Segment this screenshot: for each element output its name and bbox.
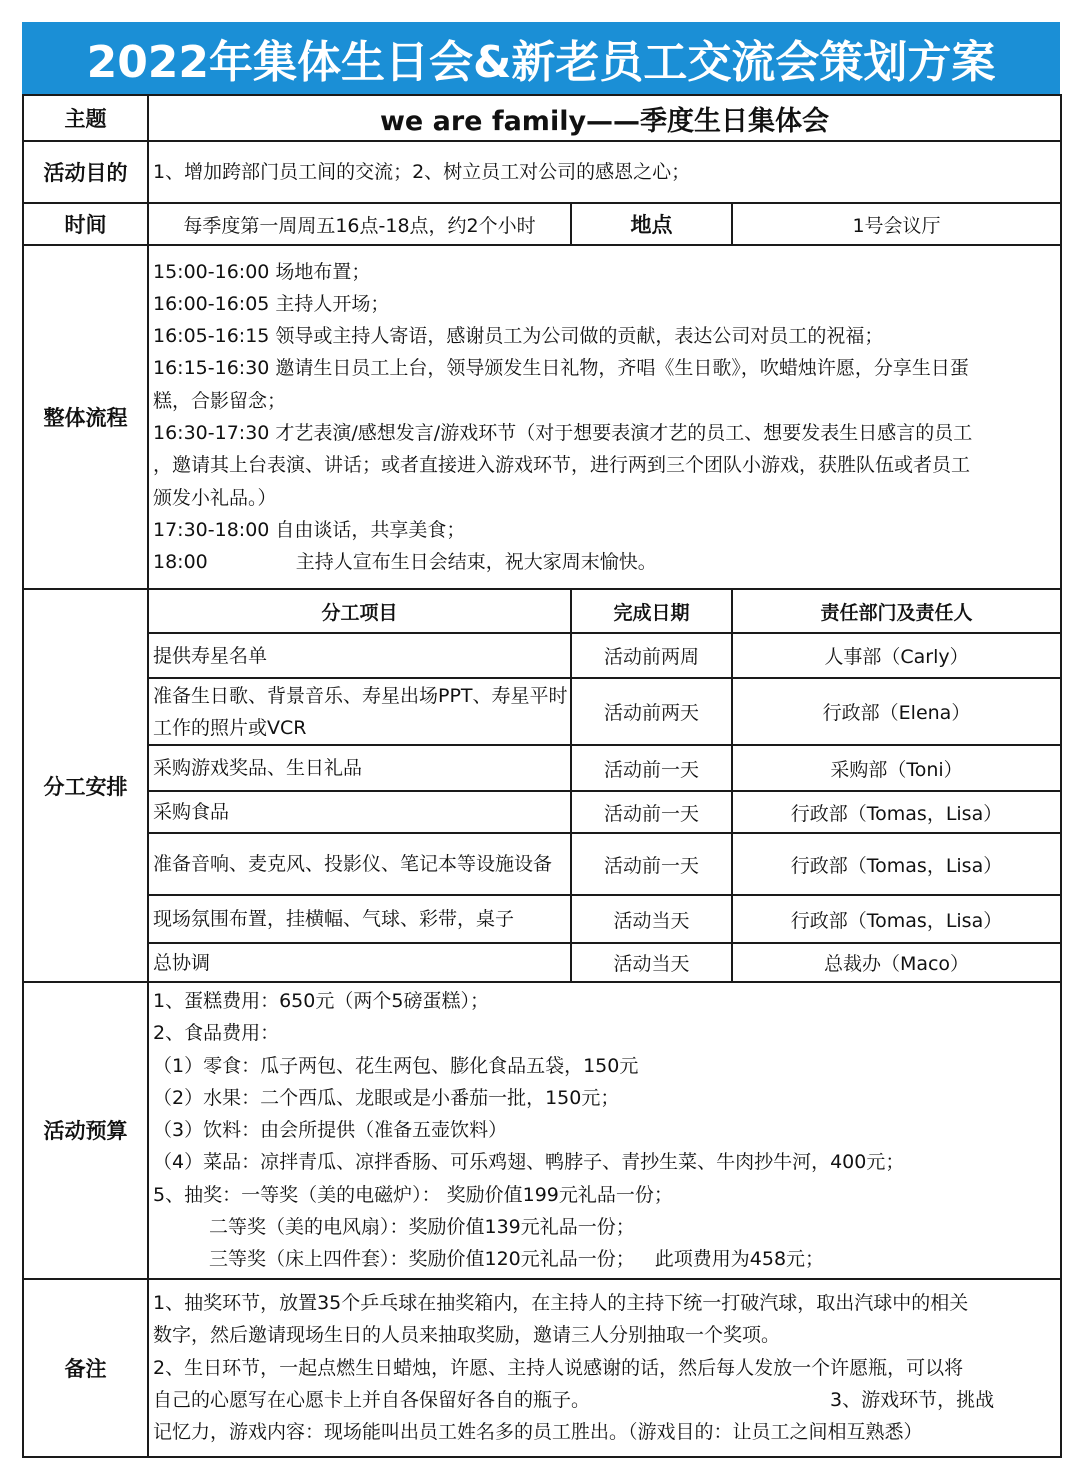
table-row — [23, 633, 1061, 678]
division-item: 准备音响、麦克风、投影仪、笔记本等设施设备 — [148, 833, 571, 895]
division-date: 活动当天 — [571, 943, 732, 982]
purpose-value: 1、增加跨部门员工间的交流；2、树立员工对公司的感恩之心； — [148, 141, 1061, 203]
page-title: 2022年集体生日会&新老员工交流会策划方案 — [22, 22, 1060, 94]
purpose-row — [23, 141, 1061, 203]
notes-line: 2、生日环节，一起点燃生日蜡烛，许愿、主持人说感谢的话，然后每人发放一个许愿瓶，可以将 — [153, 1356, 964, 1379]
division-item: 提供寿星名单 — [148, 633, 571, 678]
time-row — [23, 203, 1061, 245]
flow-line: 16:15-16:30 邀请生日员工上台，领导颁发生日礼物，齐唱《生日歌》，吹蜡烛许愿，分享生日蛋 — [153, 357, 969, 380]
division-header-row — [23, 589, 1061, 633]
table-row — [23, 745, 1061, 791]
table-row — [23, 895, 1061, 943]
division-date: 活动前一天 — [571, 833, 732, 895]
table-row — [23, 943, 1061, 982]
division-item: 总协调 — [148, 943, 571, 982]
division-owner: 行政部（Tomas，Lisa） — [732, 791, 1061, 833]
budget-row — [23, 982, 1061, 1279]
division-owner: 采购部（Toni） — [732, 745, 1061, 791]
notes-line — [153, 1384, 1056, 1416]
flow-last-text: 主持人宣布生日会结束，祝大家周末愉快。 — [295, 551, 657, 574]
division-owner: 总裁办（Maco） — [732, 943, 1061, 982]
notes-row — [23, 1279, 1061, 1457]
theme-value: we are family——季度生日集体会 — [148, 95, 1061, 141]
budget-line: （4）菜品：凉拌青瓜、凉拌香肠、可乐鸡翅、鸭脖子、青抄生菜、牛肉抄牛河，400元； — [153, 1151, 905, 1174]
division-item: 采购游戏奖品、生日礼品 — [148, 745, 571, 791]
division-header-item: 分工项目 — [148, 589, 571, 633]
notes-line: 数字，然后邀请现场生日的人员来抽取奖励，邀请三人分别抽取一个奖项。 — [153, 1324, 781, 1347]
budget-content — [148, 982, 1061, 1279]
budget-line: 5、抽奖：一等奖（美的电磁炉）： 奖励价值199元礼品一份； — [153, 1183, 673, 1206]
flow-line: 16:00-16:05 主持人开场； — [153, 292, 390, 315]
division-label: 分工安排 — [23, 589, 148, 982]
division-header-date: 完成日期 — [571, 589, 732, 633]
division-owner: 行政部（Tomas，Lisa） — [732, 895, 1061, 943]
flow-line: 15:00-16:00 场地布置； — [153, 260, 371, 283]
theme-label: 主题 — [23, 95, 148, 141]
theme-row — [23, 95, 1061, 141]
purpose-label: 活动目的 — [23, 141, 148, 203]
notes-line4b: 3、游戏环节，挑战 — [830, 1388, 995, 1411]
division-owner: 行政部（Tomas，Lisa） — [732, 833, 1061, 895]
flow-content — [148, 245, 1061, 589]
division-date: 活动前两天 — [571, 678, 732, 745]
flow-line: ，邀请其上台表演、讲话；或者直接进入游戏环节，进行两到三个团队小游戏，获胜队伍或者员工 — [153, 454, 971, 477]
division-date: 活动前一天 — [571, 791, 732, 833]
flow-line: 16:05-16:15 领导或主持人寄语，感谢员工为公司做的贡献，表达公司对员工的祝福； — [153, 325, 884, 348]
plan-table — [22, 94, 1062, 1458]
flow-last-time: 18:00 — [153, 551, 208, 574]
flow-line-last — [153, 546, 1056, 578]
budget-line: 2、食品费用： — [153, 1022, 280, 1045]
flow-line: 颁发小礼品。） — [153, 486, 277, 509]
budget-third-cost: 此项费用为458元； — [654, 1248, 825, 1271]
time-value: 每季度第一周周五16点-18点，约2个小时 — [148, 203, 571, 245]
division-item: 采购食品 — [148, 791, 571, 833]
flow-line: 17:30-18:00 自由谈话，共享美食； — [153, 518, 466, 541]
division-date: 活动前一天 — [571, 745, 732, 791]
division-item: 准备生日歌、背景音乐、寿星出场PPT、寿星平时工作的照片或VCR — [148, 678, 571, 745]
location-value: 1号会议厅 — [732, 203, 1061, 245]
notes-content — [148, 1279, 1061, 1457]
flow-row — [23, 245, 1061, 589]
budget-line: （3）饮料：由会所提供（准备五壶饮料） — [153, 1119, 508, 1142]
notes-line: 1、抽奖环节，放置35个乒乓球在抽奖箱内，在主持人的主持下统一打破汽球，取出汽球中的相关 — [153, 1291, 969, 1314]
flow-line: 16:30-17:30 才艺表演/感想发言/游戏环节（对于想要表演才艺的员工、想要发表生日感言的员工 — [153, 422, 973, 444]
budget-line: 1、蛋糕费用：650元（两个5磅蛋糕）； — [153, 990, 489, 1012]
budget-line: （1）零食：瓜子两包、花生两包、膨化食品五袋，150元 — [153, 1054, 639, 1077]
division-date: 活动当天 — [571, 895, 732, 943]
location-label: 地点 — [571, 203, 732, 245]
budget-third-prize: 三等奖（床上四件套）：奖励价值120元礼品一份； — [209, 1248, 635, 1271]
flow-line: 糕，合影留念； — [153, 389, 287, 412]
flow-label: 整体流程 — [23, 245, 148, 589]
division-item: 现场氛围布置，挂横幅、气球、彩带，桌子 — [148, 895, 571, 943]
division-date: 活动前两周 — [571, 633, 732, 678]
table-row — [23, 678, 1061, 745]
notes-label: 备注 — [23, 1279, 148, 1457]
budget-label: 活动预算 — [23, 982, 148, 1279]
table-row — [23, 791, 1061, 833]
notes-line: 记忆力，游戏内容：现场能叫出员工姓名多的员工胜出。（游戏目的：让员工之间相互熟悉） — [153, 1421, 923, 1444]
table-row — [23, 833, 1061, 895]
division-owner: 行政部（Elena） — [732, 678, 1061, 745]
division-owner: 人事部（Carly） — [732, 633, 1061, 678]
notes-line4a: 自己的心愿写在心愿卡上并自各保留好各自的瓶子。 — [153, 1388, 591, 1411]
budget-third-prize-line — [153, 1243, 1056, 1275]
time-label: 时间 — [23, 203, 148, 245]
budget-second-prize: 二等奖（美的电风扇）：奖励价值139元礼品一份； — [209, 1216, 635, 1239]
budget-line: （2）水果：二个西瓜、龙眼或是小番茄一批，150元； — [153, 1086, 620, 1109]
division-header-owner: 责任部门及责任人 — [732, 589, 1061, 633]
